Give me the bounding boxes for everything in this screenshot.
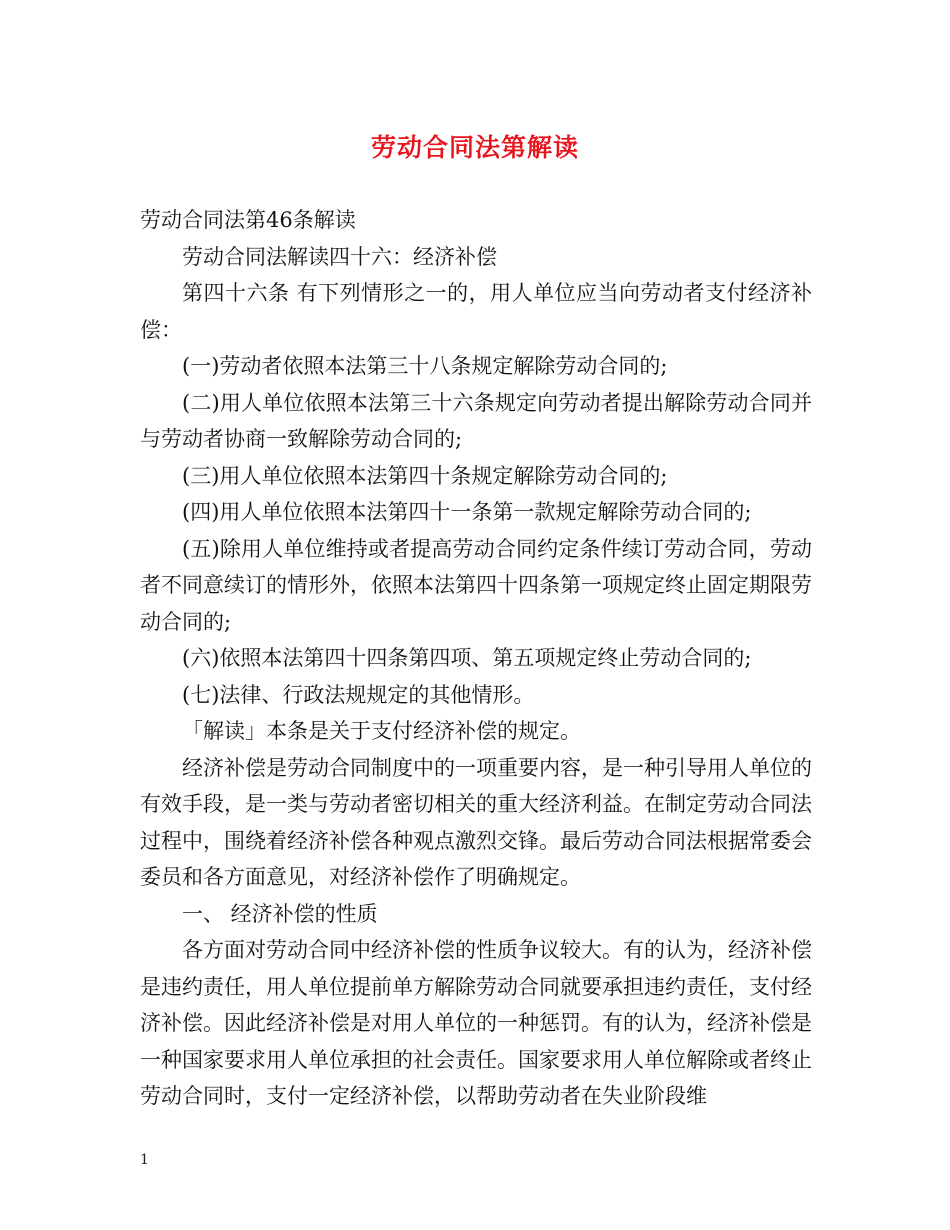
- list-item: (五)除用人单位维持或者提高劳动合同约定条件续订劳动合同，劳动者不同意续订的情形外，依照本法第四十四条第一项规定终止固定期限劳动合同的;: [140, 536, 812, 634]
- list-item: (二)用人单位依照本法第三十六条规定向劳动者提出解除劳动合同并与劳动者协商一致解除劳动合同的;: [140, 390, 812, 451]
- paragraph-heading: 劳动合同法第46条解读: [140, 208, 356, 232]
- list-item: (六)依照本法第四十四条第四项、第五项规定终止劳动合同的;: [182, 646, 752, 670]
- list-item: (一)劳动者依照本法第三十八条规定解除劳动合同的;: [182, 354, 668, 378]
- list-item: (七)法律、行政法规规定的其他情形。: [182, 682, 535, 707]
- document-title: 劳动合同法第解读: [370, 133, 579, 162]
- page-number: 1: [140, 1152, 149, 1168]
- list-item: (四)用人单位依照本法第四十一条第一款规定解除劳动合同的;: [182, 500, 752, 524]
- paragraph: 第四十六条 有下列情形之一的，用人单位应当向劳动者支付经济补偿：: [140, 281, 812, 342]
- paragraph: 劳动合同法解读四十六：经济补偿: [182, 244, 497, 269]
- section-heading: 一、 经济补偿的性质: [182, 901, 378, 926]
- paragraph: 各方面对劳动合同中经济补偿的性质争议较大。有的认为，经济补偿是违约责任，用人单位提前单方解除劳动合同就要承担违约责任，支付经济补偿。因此经济补偿是对用人单位的一种惩罚。有的认为，经济补偿是一种国家要求用人单位承担的社会责任。国家要求用人单位解除或者终止劳动合同时，支付一定经济补偿，以帮助劳动者在失业阶段维: [140, 938, 812, 1108]
- paragraph: 「解读」本条是关于支付经济补偿的规定。: [182, 719, 581, 743]
- document-body: [140, 202, 812, 1115]
- list-item: (三)用人单位依照本法第四十条规定解除劳动合同的;: [182, 463, 668, 488]
- paragraph: 经济补偿是劳动合同制度中的一项重要内容，是一种引导用人单位的有效手段，是一类与劳动者密切相关的重大经济利益。在制定劳动合同法过程中，围绕着经济补偿各种观点激烈交锋。最后劳动合同法根据常委会委员和各方面意见，对经济补偿作了明确规定。: [140, 755, 812, 889]
